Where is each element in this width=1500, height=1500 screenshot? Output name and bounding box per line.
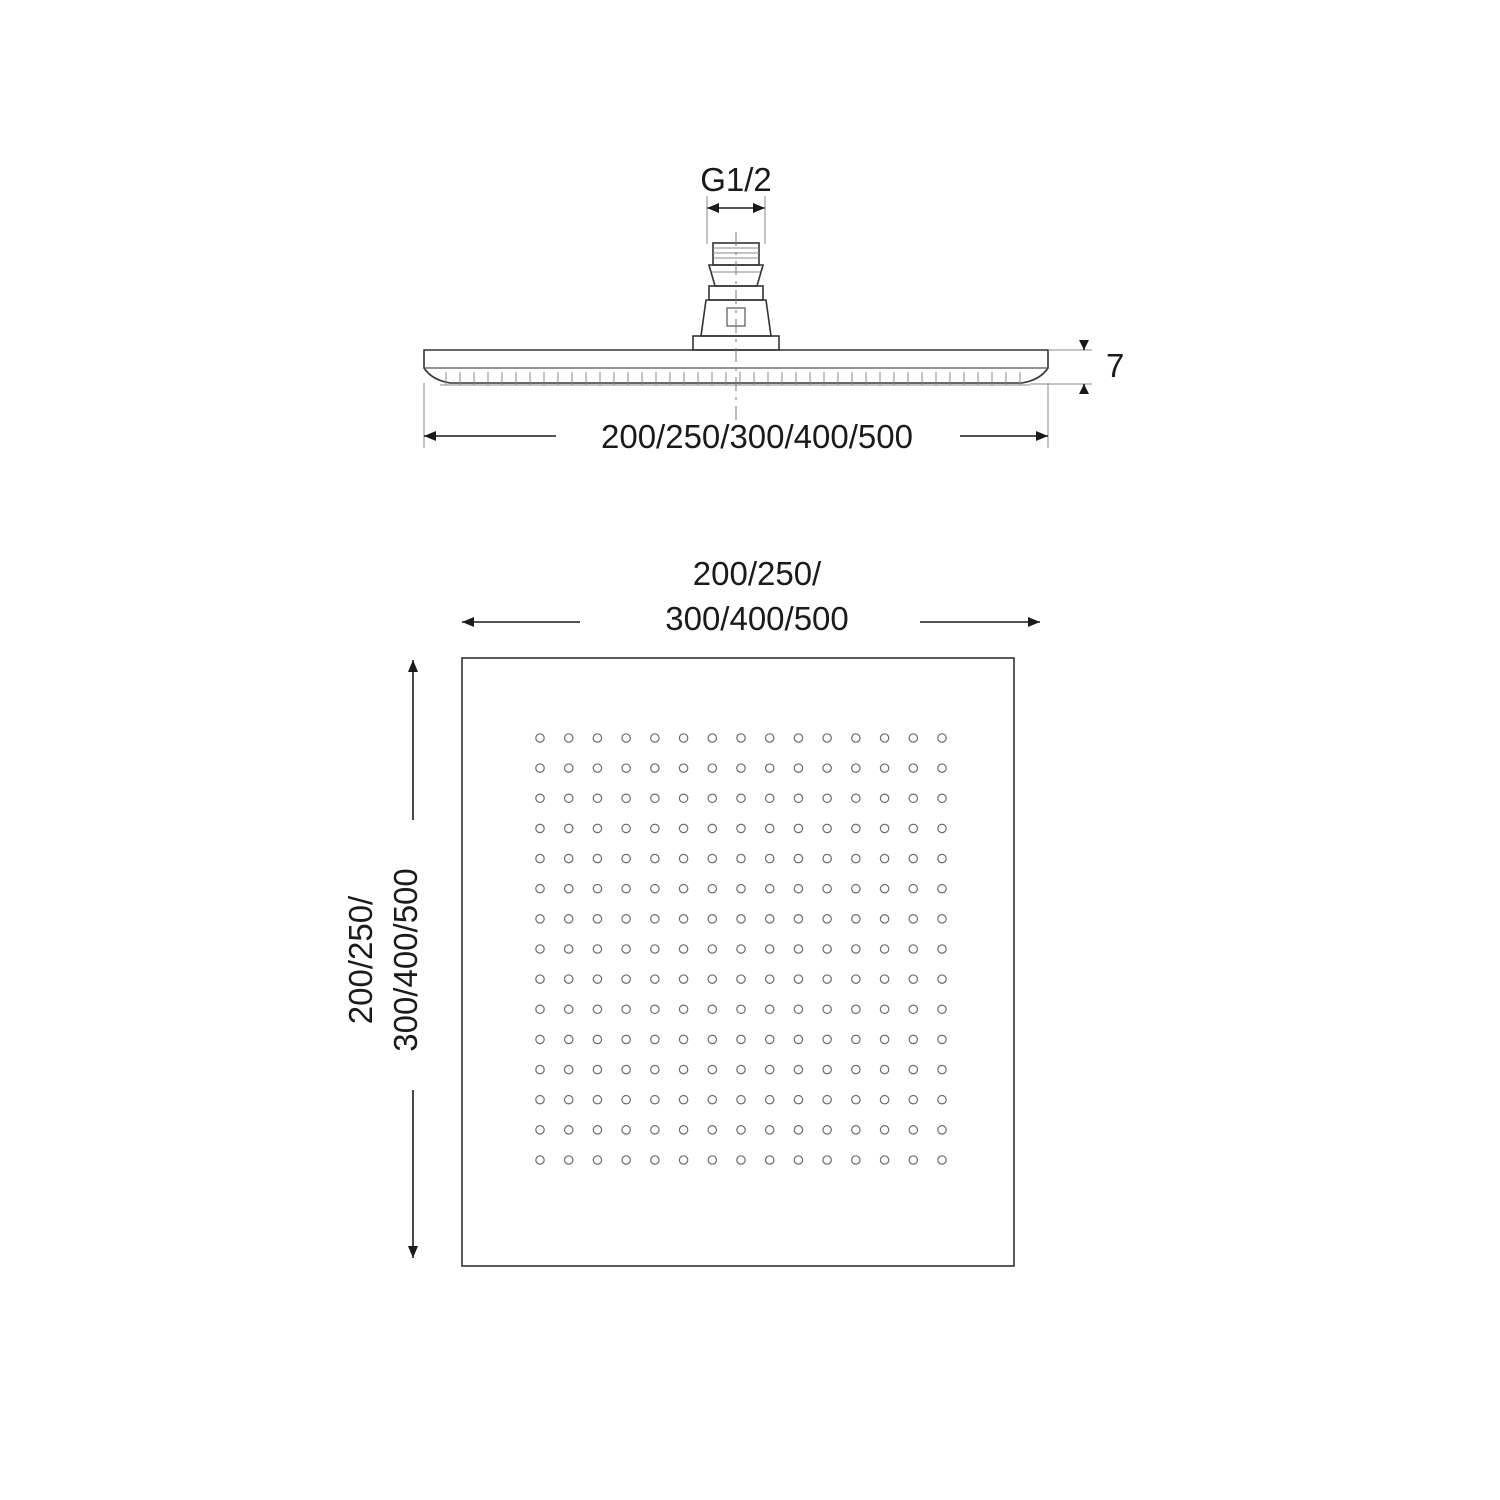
nozzle-hole bbox=[852, 1035, 860, 1043]
nozzle-hole bbox=[938, 734, 946, 742]
nozzle-hole bbox=[766, 1005, 774, 1013]
nozzle-hole bbox=[737, 854, 745, 862]
nozzle-hole bbox=[909, 1156, 917, 1164]
nozzle-hole bbox=[593, 734, 601, 742]
nozzle-hole bbox=[622, 945, 630, 953]
nozzle-hole bbox=[593, 885, 601, 893]
side-width-label: 200/250/300/400/500 bbox=[601, 418, 913, 455]
nozzle-hole bbox=[823, 885, 831, 893]
nozzle-hole bbox=[737, 975, 745, 983]
nozzle-hole bbox=[536, 1126, 544, 1134]
nozzle-hole bbox=[852, 915, 860, 923]
nozzle-hole bbox=[651, 1126, 659, 1134]
nozzle-hole bbox=[766, 915, 774, 923]
plan-width-label-line2: 300/400/500 bbox=[665, 600, 849, 637]
nozzle-hole bbox=[536, 794, 544, 802]
nozzle-hole bbox=[766, 945, 774, 953]
nozzle-hole bbox=[708, 975, 716, 983]
nozzle-hole bbox=[794, 1005, 802, 1013]
nozzle-hole bbox=[938, 975, 946, 983]
nozzle-hole bbox=[852, 1005, 860, 1013]
nozzle-hole bbox=[679, 1126, 687, 1134]
nozzle-hole bbox=[766, 975, 774, 983]
nozzle-hole bbox=[823, 975, 831, 983]
nozzle-hole bbox=[593, 1126, 601, 1134]
nozzle-hole bbox=[622, 824, 630, 832]
nozzle-hole bbox=[852, 1065, 860, 1073]
nozzle-hole bbox=[766, 1156, 774, 1164]
nozzle-hole bbox=[565, 1035, 573, 1043]
nozzle-hole bbox=[794, 1096, 802, 1104]
nozzle-hole bbox=[794, 885, 802, 893]
nozzle-hole bbox=[794, 794, 802, 802]
nozzle-hole bbox=[593, 794, 601, 802]
nozzle-hole bbox=[565, 794, 573, 802]
nozzle-hole bbox=[737, 734, 745, 742]
nozzle-hole bbox=[679, 1035, 687, 1043]
nozzle-hole bbox=[536, 1005, 544, 1013]
nozzle-hole bbox=[823, 1005, 831, 1013]
nozzle-hole bbox=[651, 794, 659, 802]
nozzle-hole bbox=[909, 885, 917, 893]
nozzle-hole bbox=[679, 794, 687, 802]
nozzle-hole bbox=[938, 1126, 946, 1134]
nozzle-hole bbox=[708, 1005, 716, 1013]
nozzle-hole bbox=[880, 915, 888, 923]
nozzle-hole bbox=[737, 1065, 745, 1073]
nozzle-hole bbox=[679, 975, 687, 983]
nozzle-hole bbox=[938, 824, 946, 832]
nozzle-hole bbox=[565, 824, 573, 832]
nozzle-hole bbox=[880, 1005, 888, 1013]
nozzle-hole bbox=[737, 794, 745, 802]
nozzle-hole bbox=[651, 854, 659, 862]
nozzle-hole bbox=[823, 824, 831, 832]
nozzle-hole bbox=[679, 1065, 687, 1073]
thickness-dimension bbox=[1030, 340, 1124, 394]
nozzle-hole bbox=[622, 885, 630, 893]
nozzle-hole bbox=[622, 975, 630, 983]
nozzle-hole bbox=[766, 1065, 774, 1073]
nozzle-hole bbox=[909, 824, 917, 832]
nozzle-hole bbox=[536, 885, 544, 893]
nozzle-hole bbox=[622, 854, 630, 862]
nozzle-hole bbox=[708, 854, 716, 862]
nozzle-hole bbox=[909, 1035, 917, 1043]
nozzle-hole bbox=[852, 734, 860, 742]
nozzle-hole bbox=[794, 1126, 802, 1134]
nozzle-hole bbox=[737, 885, 745, 893]
nozzle-hole bbox=[880, 734, 888, 742]
nozzle-hole bbox=[536, 734, 544, 742]
plan-width-label-line1: 200/250/ bbox=[692, 555, 822, 592]
nozzle-hole bbox=[938, 1005, 946, 1013]
nozzle-hole bbox=[852, 1126, 860, 1134]
nozzle-hole bbox=[794, 1065, 802, 1073]
nozzle-hole bbox=[622, 1126, 630, 1134]
nozzle-hole bbox=[794, 734, 802, 742]
nozzle-hole bbox=[622, 1065, 630, 1073]
nozzle-hole bbox=[938, 945, 946, 953]
nozzle-hole bbox=[708, 1126, 716, 1134]
plan-width-dimension bbox=[462, 555, 1040, 637]
nozzle-hole bbox=[938, 1065, 946, 1073]
nozzle-hole bbox=[823, 1126, 831, 1134]
nozzle-hole bbox=[593, 824, 601, 832]
nozzle-hole bbox=[565, 734, 573, 742]
nozzle-hole bbox=[593, 1035, 601, 1043]
plan-height-label-line1: 200/250/ bbox=[342, 895, 379, 1025]
nozzle-hole bbox=[679, 885, 687, 893]
nozzle-hole bbox=[536, 915, 544, 923]
nozzle-hole bbox=[622, 734, 630, 742]
nozzle-hole bbox=[909, 854, 917, 862]
nozzle-hole bbox=[766, 1035, 774, 1043]
nozzle-hole bbox=[593, 1156, 601, 1164]
nozzle-hole bbox=[852, 945, 860, 953]
nozzle-hole bbox=[593, 975, 601, 983]
nozzle-hole bbox=[880, 1035, 888, 1043]
nozzle-hole bbox=[823, 734, 831, 742]
nozzle-hole bbox=[708, 764, 716, 772]
nozzle-hole bbox=[766, 1126, 774, 1134]
nozzle-hole bbox=[679, 824, 687, 832]
nozzle-hole bbox=[565, 885, 573, 893]
nozzle-hole bbox=[651, 1005, 659, 1013]
nozzle-hole bbox=[737, 945, 745, 953]
nozzle-hole bbox=[794, 854, 802, 862]
nozzle-hole bbox=[679, 734, 687, 742]
nozzle-hole bbox=[565, 1126, 573, 1134]
nozzle-hole bbox=[651, 945, 659, 953]
nozzle-hole bbox=[708, 945, 716, 953]
nozzle-hole bbox=[909, 764, 917, 772]
nozzle-hole bbox=[794, 1035, 802, 1043]
nozzle-hole bbox=[679, 1096, 687, 1104]
nozzle-hole bbox=[766, 764, 774, 772]
nozzle-hole bbox=[708, 915, 716, 923]
nozzle-hole bbox=[909, 1096, 917, 1104]
nozzle-hole bbox=[909, 915, 917, 923]
nozzle-hole bbox=[622, 764, 630, 772]
nozzle-hole bbox=[794, 1156, 802, 1164]
nozzle-hole bbox=[565, 975, 573, 983]
nozzle-hole bbox=[909, 1126, 917, 1134]
nozzle-hole bbox=[794, 945, 802, 953]
nozzle-hole bbox=[536, 1065, 544, 1073]
thread-size-label: G1/2 bbox=[700, 161, 772, 198]
nozzle-hole bbox=[737, 915, 745, 923]
nozzle-hole bbox=[737, 1126, 745, 1134]
nozzle-hole bbox=[909, 945, 917, 953]
nozzle-hole bbox=[938, 915, 946, 923]
nozzle-hole bbox=[852, 854, 860, 862]
nozzle-hole bbox=[536, 975, 544, 983]
plan-height-label-line2: 300/400/500 bbox=[387, 868, 424, 1052]
nozzle-hole bbox=[622, 1096, 630, 1104]
nozzle-hole bbox=[565, 1005, 573, 1013]
nozzle-hole bbox=[794, 764, 802, 772]
thread-dimension bbox=[700, 161, 772, 244]
nozzle-hole bbox=[622, 915, 630, 923]
nozzle-hole bbox=[938, 1156, 946, 1164]
nozzle-hole bbox=[909, 1065, 917, 1073]
nozzle-hole bbox=[852, 975, 860, 983]
nozzle-hole bbox=[651, 1156, 659, 1164]
nozzle-hole bbox=[565, 854, 573, 862]
nozzle-hole bbox=[622, 794, 630, 802]
nozzle-hole bbox=[766, 824, 774, 832]
nozzle-hole bbox=[679, 1156, 687, 1164]
nozzle-hole bbox=[938, 1035, 946, 1043]
nozzle-hole bbox=[880, 975, 888, 983]
nozzle-hole bbox=[593, 915, 601, 923]
nozzle-hole bbox=[593, 1065, 601, 1073]
nozzle-hole bbox=[938, 1096, 946, 1104]
nozzle-hole bbox=[766, 885, 774, 893]
nozzle-hole bbox=[708, 824, 716, 832]
nozzle-hole bbox=[679, 1005, 687, 1013]
nozzle-hole bbox=[938, 885, 946, 893]
nozzle-hole bbox=[708, 1156, 716, 1164]
nozzle-hole bbox=[880, 1126, 888, 1134]
nozzle-hole bbox=[737, 824, 745, 832]
nozzle-hole bbox=[823, 764, 831, 772]
nozzle-hole bbox=[679, 945, 687, 953]
nozzle-hole bbox=[536, 824, 544, 832]
nozzle-hole bbox=[823, 1035, 831, 1043]
nozzle-hole bbox=[593, 945, 601, 953]
nozzle-hole bbox=[852, 794, 860, 802]
nozzle-hole bbox=[794, 975, 802, 983]
nozzle-hole bbox=[766, 1096, 774, 1104]
nozzle-hole bbox=[593, 764, 601, 772]
nozzle-hole bbox=[766, 794, 774, 802]
nozzle-hole bbox=[852, 1096, 860, 1104]
nozzle-hole bbox=[880, 945, 888, 953]
nozzle-hole bbox=[880, 794, 888, 802]
nozzle-hole bbox=[766, 734, 774, 742]
side-width-dimension bbox=[424, 383, 1048, 455]
nozzle-hole bbox=[536, 1035, 544, 1043]
nozzle-hole bbox=[565, 945, 573, 953]
nozzle-hole bbox=[737, 1096, 745, 1104]
nozzle-hole bbox=[651, 885, 659, 893]
nozzle-hole bbox=[909, 1005, 917, 1013]
nozzle-hole bbox=[852, 1156, 860, 1164]
nozzle-hole bbox=[651, 975, 659, 983]
nozzle-hole bbox=[651, 824, 659, 832]
nozzle-hole bbox=[565, 1096, 573, 1104]
nozzle-hole bbox=[852, 885, 860, 893]
nozzle-hole bbox=[708, 794, 716, 802]
nozzle-hole bbox=[823, 1096, 831, 1104]
nozzle-hole bbox=[708, 734, 716, 742]
nozzle-hole bbox=[823, 915, 831, 923]
nozzle-hole bbox=[823, 854, 831, 862]
nozzle-hole bbox=[679, 915, 687, 923]
nozzle-hole bbox=[823, 945, 831, 953]
thickness-label: 7 bbox=[1106, 347, 1125, 384]
nozzle-hole bbox=[622, 1005, 630, 1013]
nozzle-hole bbox=[622, 1035, 630, 1043]
nozzle-hole bbox=[565, 1156, 573, 1164]
nozzle-hole bbox=[823, 1065, 831, 1073]
nozzle-hole bbox=[651, 1065, 659, 1073]
nozzle-hole bbox=[651, 915, 659, 923]
nozzle-hole bbox=[737, 1005, 745, 1013]
nozzle-hole bbox=[880, 764, 888, 772]
bottom-plan-view bbox=[342, 555, 1040, 1266]
plan-height-dimension bbox=[342, 660, 424, 1258]
nozzle-hole bbox=[708, 1065, 716, 1073]
nozzle-hole bbox=[651, 734, 659, 742]
nozzle-hole bbox=[909, 734, 917, 742]
shower-plate-outline bbox=[462, 658, 1014, 1266]
nozzle-hole bbox=[909, 975, 917, 983]
nozzle-hole bbox=[565, 1065, 573, 1073]
nozzle-hole bbox=[651, 764, 659, 772]
nozzle-hole bbox=[536, 854, 544, 862]
nozzle-hole bbox=[651, 1096, 659, 1104]
nozzle-hole bbox=[737, 1035, 745, 1043]
nozzle-hole bbox=[880, 1096, 888, 1104]
nozzle-hole bbox=[823, 794, 831, 802]
side-elevation-view bbox=[424, 161, 1124, 455]
nozzle-hole bbox=[880, 1156, 888, 1164]
nozzle-hole bbox=[708, 1096, 716, 1104]
nozzle-hole bbox=[679, 764, 687, 772]
nozzle-hole bbox=[909, 794, 917, 802]
nozzle-hole bbox=[622, 1156, 630, 1164]
nozzle-hole bbox=[565, 764, 573, 772]
nozzle-hole bbox=[938, 794, 946, 802]
nozzle-hole bbox=[823, 1156, 831, 1164]
nozzle-hole bbox=[737, 1156, 745, 1164]
nozzle-hole bbox=[766, 854, 774, 862]
nozzle-hole bbox=[938, 764, 946, 772]
nozzle-hole bbox=[852, 764, 860, 772]
nozzle-hole bbox=[794, 915, 802, 923]
nozzle-hole bbox=[708, 1035, 716, 1043]
nozzle-hole bbox=[737, 764, 745, 772]
nozzle-hole bbox=[536, 945, 544, 953]
nozzle-hole bbox=[593, 854, 601, 862]
nozzle-hole bbox=[593, 1005, 601, 1013]
nozzle-hole bbox=[880, 1065, 888, 1073]
nozzle-hole bbox=[651, 1035, 659, 1043]
nozzle-hole bbox=[536, 1156, 544, 1164]
nozzle-hole bbox=[536, 764, 544, 772]
nozzle-hole bbox=[679, 854, 687, 862]
nozzle-hole bbox=[565, 915, 573, 923]
nozzle-hole bbox=[880, 854, 888, 862]
nozzle-hole bbox=[852, 824, 860, 832]
nozzle-hole bbox=[938, 854, 946, 862]
nozzle-hole-grid bbox=[536, 734, 946, 1164]
nozzle-hole bbox=[880, 824, 888, 832]
nozzle-hole bbox=[708, 885, 716, 893]
nozzle-hole bbox=[794, 824, 802, 832]
nozzle-hole bbox=[593, 1096, 601, 1104]
nozzle-hole bbox=[536, 1096, 544, 1104]
nozzle-hole bbox=[880, 885, 888, 893]
